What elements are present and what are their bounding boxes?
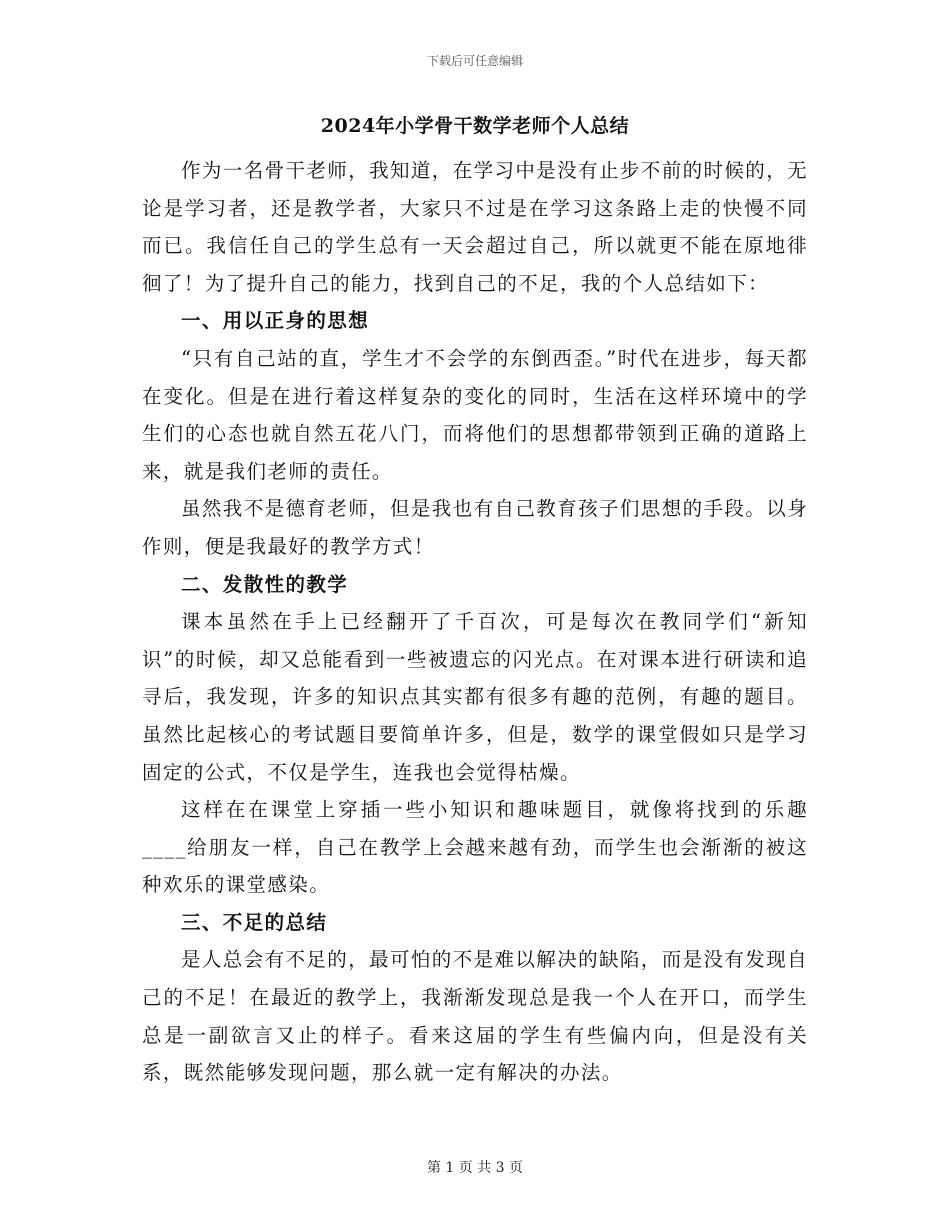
section-heading: 二、发散性的教学 bbox=[181, 572, 349, 596]
section-heading: 三、不足的总结 bbox=[181, 910, 328, 934]
body-paragraph: 这样在在课堂上穿插一些小知识和趣味题目，就像将找到的乐趣____给朋友一样，自己在教学上会越来越有劲，而学生也会渐渐的被这种欢乐的课堂感染。 bbox=[142, 798, 808, 897]
body-paragraph: “只有自己站的直，学生才不会学的东倒西歪。”时代在进步，每天都在变化。但是在进行着这样复杂的变化的同时，生活在这样环境中的学生们的心态也就自然五花八门，而将他们的思想都带领到正确的道路上来，就是我们老师的责任。 bbox=[142, 346, 808, 483]
document-content bbox=[142, 152, 808, 1092]
body-paragraph: 是人总会有不足的，最可怕的不是难以解决的缺陷，而是没有发现自己的不足！在最近的教学上，我渐渐发现总是我一个人在开口，而学生总是一副欲言又止的样子。看来这届的学生有些偏内向，但是没有关系，既然能够发现问题，那么就一定有解决的办法。 bbox=[142, 948, 809, 1085]
section-heading: 一、用以正身的思想 bbox=[181, 309, 370, 333]
document-title: 2024年小学骨干数学老师个人总结 bbox=[320, 115, 630, 137]
body-paragraph: 虽然我不是德育老师，但是我也有自己教育孩子们思想的手段。以身作则，便是我最好的教学方式！ bbox=[142, 497, 809, 558]
body-paragraph: 作为一名骨干老师，我知道，在学习中是没有止步不前的时候的，无论是学习者，还是教学者，大家只不过是在学习这条路上走的快慢不同而已。我信任自己的学生总有一天会超过自己，所以就更不能在原地徘徊了！为了提升自己的能力，找到自己的不足，我的个人总结如下： bbox=[142, 159, 809, 295]
page-footer: 第 1 页 共 3 页 bbox=[426, 1160, 524, 1176]
page-header: 下载后可任意编辑 bbox=[426, 54, 523, 68]
body-paragraph: 课本虽然在手上已经翻开了千百次，可是每次在教同学们“新知识”的时候，却又总能看到一些被遗忘的闪光点。在对课本进行研读和追寻后，我发现，许多的知识点其实都有很多有趣的范例，有趣的题目。虽然比起核心的考试题目要简单许多，但是，数学的课堂假如只是学习固定的公式，不仅是学生，连我也会觉得枯燥。 bbox=[142, 610, 808, 784]
document-body bbox=[142, 108, 808, 1092]
